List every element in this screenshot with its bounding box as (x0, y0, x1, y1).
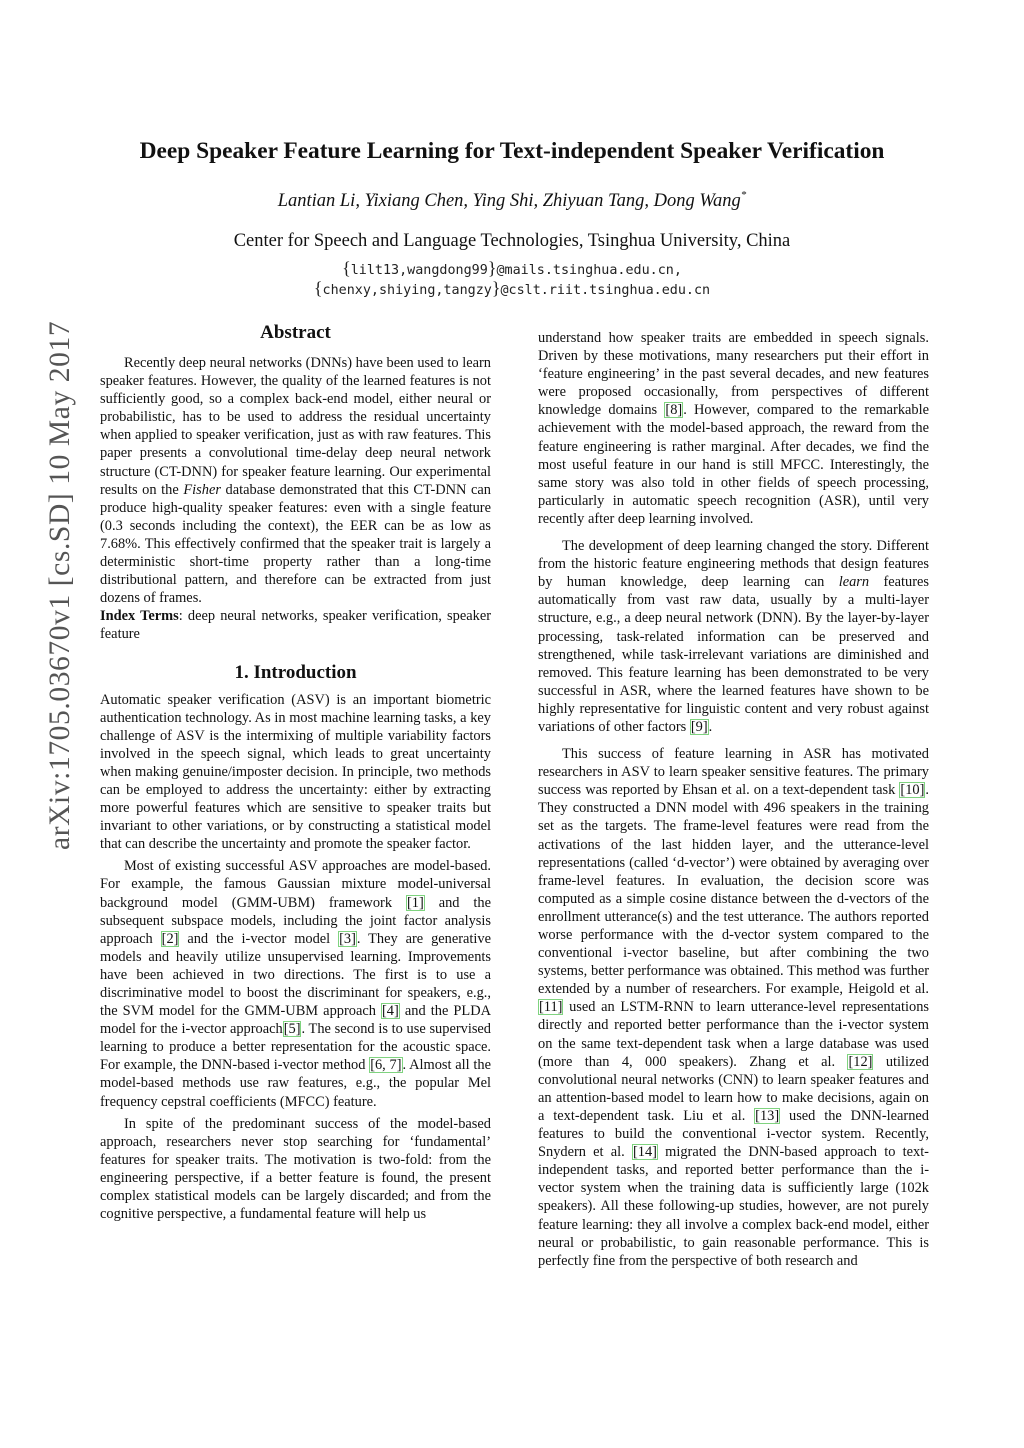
intro-text: . Almost all the model-based methods use raw features, e.g., the popular Mel frequency cepstral coefficients (MFCC) feature. (100, 1057, 491, 1110)
citation-link[interactable]: [6, 7] (370, 1057, 402, 1074)
email-line-2 (0, 278, 1024, 299)
intro-text: and the PLDA model for the i-vector approach (100, 1003, 491, 1038)
citation-link[interactable]: [5] (283, 1021, 301, 1038)
intro-text: Most of existing successful ASV approaches are model-based. For example, the famous Gaussian mixture model-universal background model (GMM-UBM) framework (100, 858, 491, 911)
paper-title: Deep Speaker Feature Learning for Text-independent Speaker Verification (139, 138, 885, 164)
body-text: utilized convolutional neural networks (CNN) to learn speaker features and an attention-based model to learn how to make decisions, again on a text-dependent task. Liu et al. (538, 1053, 929, 1124)
author-names: Lantian Li, Yixiang Chen, Ying Shi, Zhiyuan Tang, Dong Wang (277, 191, 741, 211)
body-text: . They constructed a DNN model with 496 speakers in the training set as the targets. The frame-level features were read from the activations of the last hidden layer, and the utterance-level representations (called ‘d-vector’) were obtained by averaging over frame-level features. In evaluation, the decision score was computed as a simple cosine distance between the d-vectors of the enrollment utterance(s) and the test utterance. The authors reported worse performance with the d-vector system compared to the conventional i-vector baseline, but after combining the two systems, better performance was obtained. This method was further extended by a number of researchers. For example, Heigold et al. (538, 782, 929, 998)
citation-link[interactable]: [8] (665, 402, 683, 419)
intro-text: . They are generative models and heavily utilize unsupervised learning. Improvements have been achieved in two directions. The first is to use a discriminative model to boost the discriminant for speakers, e.g., the SVM model for the GMM-UBM approach (100, 930, 491, 1020)
brace-open: { (342, 258, 351, 278)
citation-link[interactable]: [13] (755, 1107, 780, 1124)
body-text: The development of deep learning changed the story. Different from the historic feature engineering methods that design features by human knowledge, deep learning can (538, 538, 929, 591)
citation-link[interactable]: [1] (406, 894, 424, 911)
email-domain-2: @cslt.riit.tsinghua.edu.cn (500, 283, 711, 298)
intro-paragraph-3: In spite of the predominant success of the model-based approach, researchers never stop searching for ‘fundamental’ features for speaker traits. The motivation is two-fold: from the engineering perspective, if a better feature is found, the present complex statistical models can be largely discarded; and from the cognitive perspective, a fundamental feature will help us (100, 1115, 491, 1223)
intro-text: . The second is to use supervised learning to produce a better representation for the acoustic space. For example, the DNN-based i-vector method (100, 1021, 492, 1074)
intro-text: and the i-vector model (179, 930, 339, 947)
intro-paragraph-1: Automatic speaker verification (ASV) is an important biometric authentication technology. As in most machine learning tasks, a key challenge of ASV is the intermixing of multiple variability factors involved in the speech signal, which leads to great uncertainty when making genuine/imposter decision. In principle, two methods can be employed to address the uncertainty: either by extracting more powerful features which are sensitive to speaker traits but invariant to other variations, or by constructing a statistical model that can describe the uncertainty and promote the speaker factor. (100, 691, 491, 853)
abstract-text-2: database demonstrated that this CT-DNN can produce high-quality speaker features: even with a single feature (0.3 seconds including the context), the EER can be as low as 7.68%. This effectively confirmed that the speaker trait is largely a deterministic short-time property rather than a long-time distributional pattern, and therefore can be extracted from just dozens of frames. (100, 481, 491, 607)
introduction-heading: 1. Introduction (234, 661, 357, 683)
brace-open: { (313, 278, 323, 298)
affiliation: Center for Speech and Language Technologies, Tsinghua University, China (233, 231, 791, 251)
citation-link[interactable]: [3] (339, 930, 356, 947)
body-text: understand how speaker traits are embedded in speech signals. Driven by these motivations, many researchers put their effort in ‘feature engineering’ in the past several decades, and new features were proposed occasionally, from perspectives of different knowledge domains (538, 330, 929, 419)
index-terms-label: Index Terms (100, 608, 179, 625)
right-paragraph-2 (538, 537, 929, 736)
abstract-heading: Abstract (260, 322, 331, 343)
emphasis-text: learn (838, 574, 870, 591)
arxiv-identifier-stamp: arXiv:1705.03670v1 [cs.SD] 10 May 2017 (44, 320, 76, 850)
abstract-emphasis: Fisher (183, 481, 221, 498)
citation-link[interactable]: [12] (848, 1053, 873, 1070)
email-usernames-1: lilt13,wangdong99 (350, 263, 488, 278)
body-text: . (708, 718, 713, 735)
email-line-1 (0, 258, 1024, 279)
citation-link[interactable]: [2] (161, 930, 179, 947)
citation-link[interactable]: [4] (382, 1003, 399, 1020)
body-text: migrated the DNN-based approach to text-independent tasks, and reported better performance than the i-vector system when the training data is sufficiently large (102k speakers). All these following-up studies, however, are not purely feature learning: they all involve a complex back-end model, either neural or probabilistic, to gain reasonable performance. This is perfectly fine from the perspective of both research and (538, 1144, 929, 1269)
brace-close: } (491, 278, 501, 298)
right-paragraph-3 (538, 745, 929, 1270)
left-column (100, 322, 491, 1223)
body-text: used the DNN-learned features to build the conventional i-vector system. Recently, Snydern et al. (538, 1107, 929, 1161)
body-text: features automatically from vast raw data, usually by a multi-layer structure, e.g., a deep neural network (DNN). By the layer-by-layer processing, task-related information can be preserved and strengthened, while task-irrelevant variations are diminished and removed. This feature learning has been demonstrated to be very successful in ASR, where the learned features have shown to be highly representative for linguistic content and very robust against variations of other factors (538, 574, 930, 735)
citation-link[interactable]: [11] (539, 999, 563, 1016)
abstract-text-1: Recently deep neural networks (DNNs) have been used to learn speaker features. However, the quality of the learned features is not sufficiently good, so a complex back-end model, either neural or probabilistic, has to be used to address the residual uncertainty when applied to speaker verification, just as with raw features. This paper presents a convolutional time-delay deep neural network structure (CT-DNN) for speaker feature learning. Our experimental results on the (100, 355, 491, 498)
abstract-paragraph (100, 354, 491, 607)
corresponding-author-mark: * (740, 189, 747, 201)
citation-link[interactable]: [9] (690, 718, 708, 735)
body-text: . However, compared to the remarkable achievement with the model-based approach, the reward from the feature engineering is rather marginal. After decades, we find the most useful feature in our hand is still MFCC. Interestingly, the same story was also told in other fields of speech processing, particularly in automatic speech recognition (ASR), until very recently after deep learning involved. (538, 402, 929, 527)
author-list (0, 189, 1024, 212)
right-column (538, 329, 929, 1270)
intro-paragraph-2 (100, 857, 491, 1110)
right-paragraph-1 (538, 329, 929, 528)
brace-close: } (487, 258, 497, 278)
email-usernames-2: chenxy,shiying,tangzy (322, 283, 492, 298)
body-text: used an LSTM-RNN to learn utterance-level representations directly and reported better performance than the i-vector system on the same text-dependent task when a large database was used (more than 4, 000 speakers). Zhang et al. (538, 999, 929, 1070)
citation-link[interactable]: [14] (632, 1144, 657, 1161)
email-domain-1: @mails.tsinghua.edu.cn, (496, 263, 682, 278)
citation-link[interactable]: [10] (900, 782, 925, 799)
intro-text: and the subsequent subspace models, including the joint factor analysis approach (100, 894, 491, 947)
index-terms (100, 607, 491, 643)
body-text: This success of feature learning in ASR has motivated researchers in ASV to learn speaker sensitive features. The primary success was reported by Ehsan et al. on a text-dependent task (538, 746, 929, 799)
index-terms-values: : deep neural networks, speaker verification, speaker feature (100, 608, 491, 643)
